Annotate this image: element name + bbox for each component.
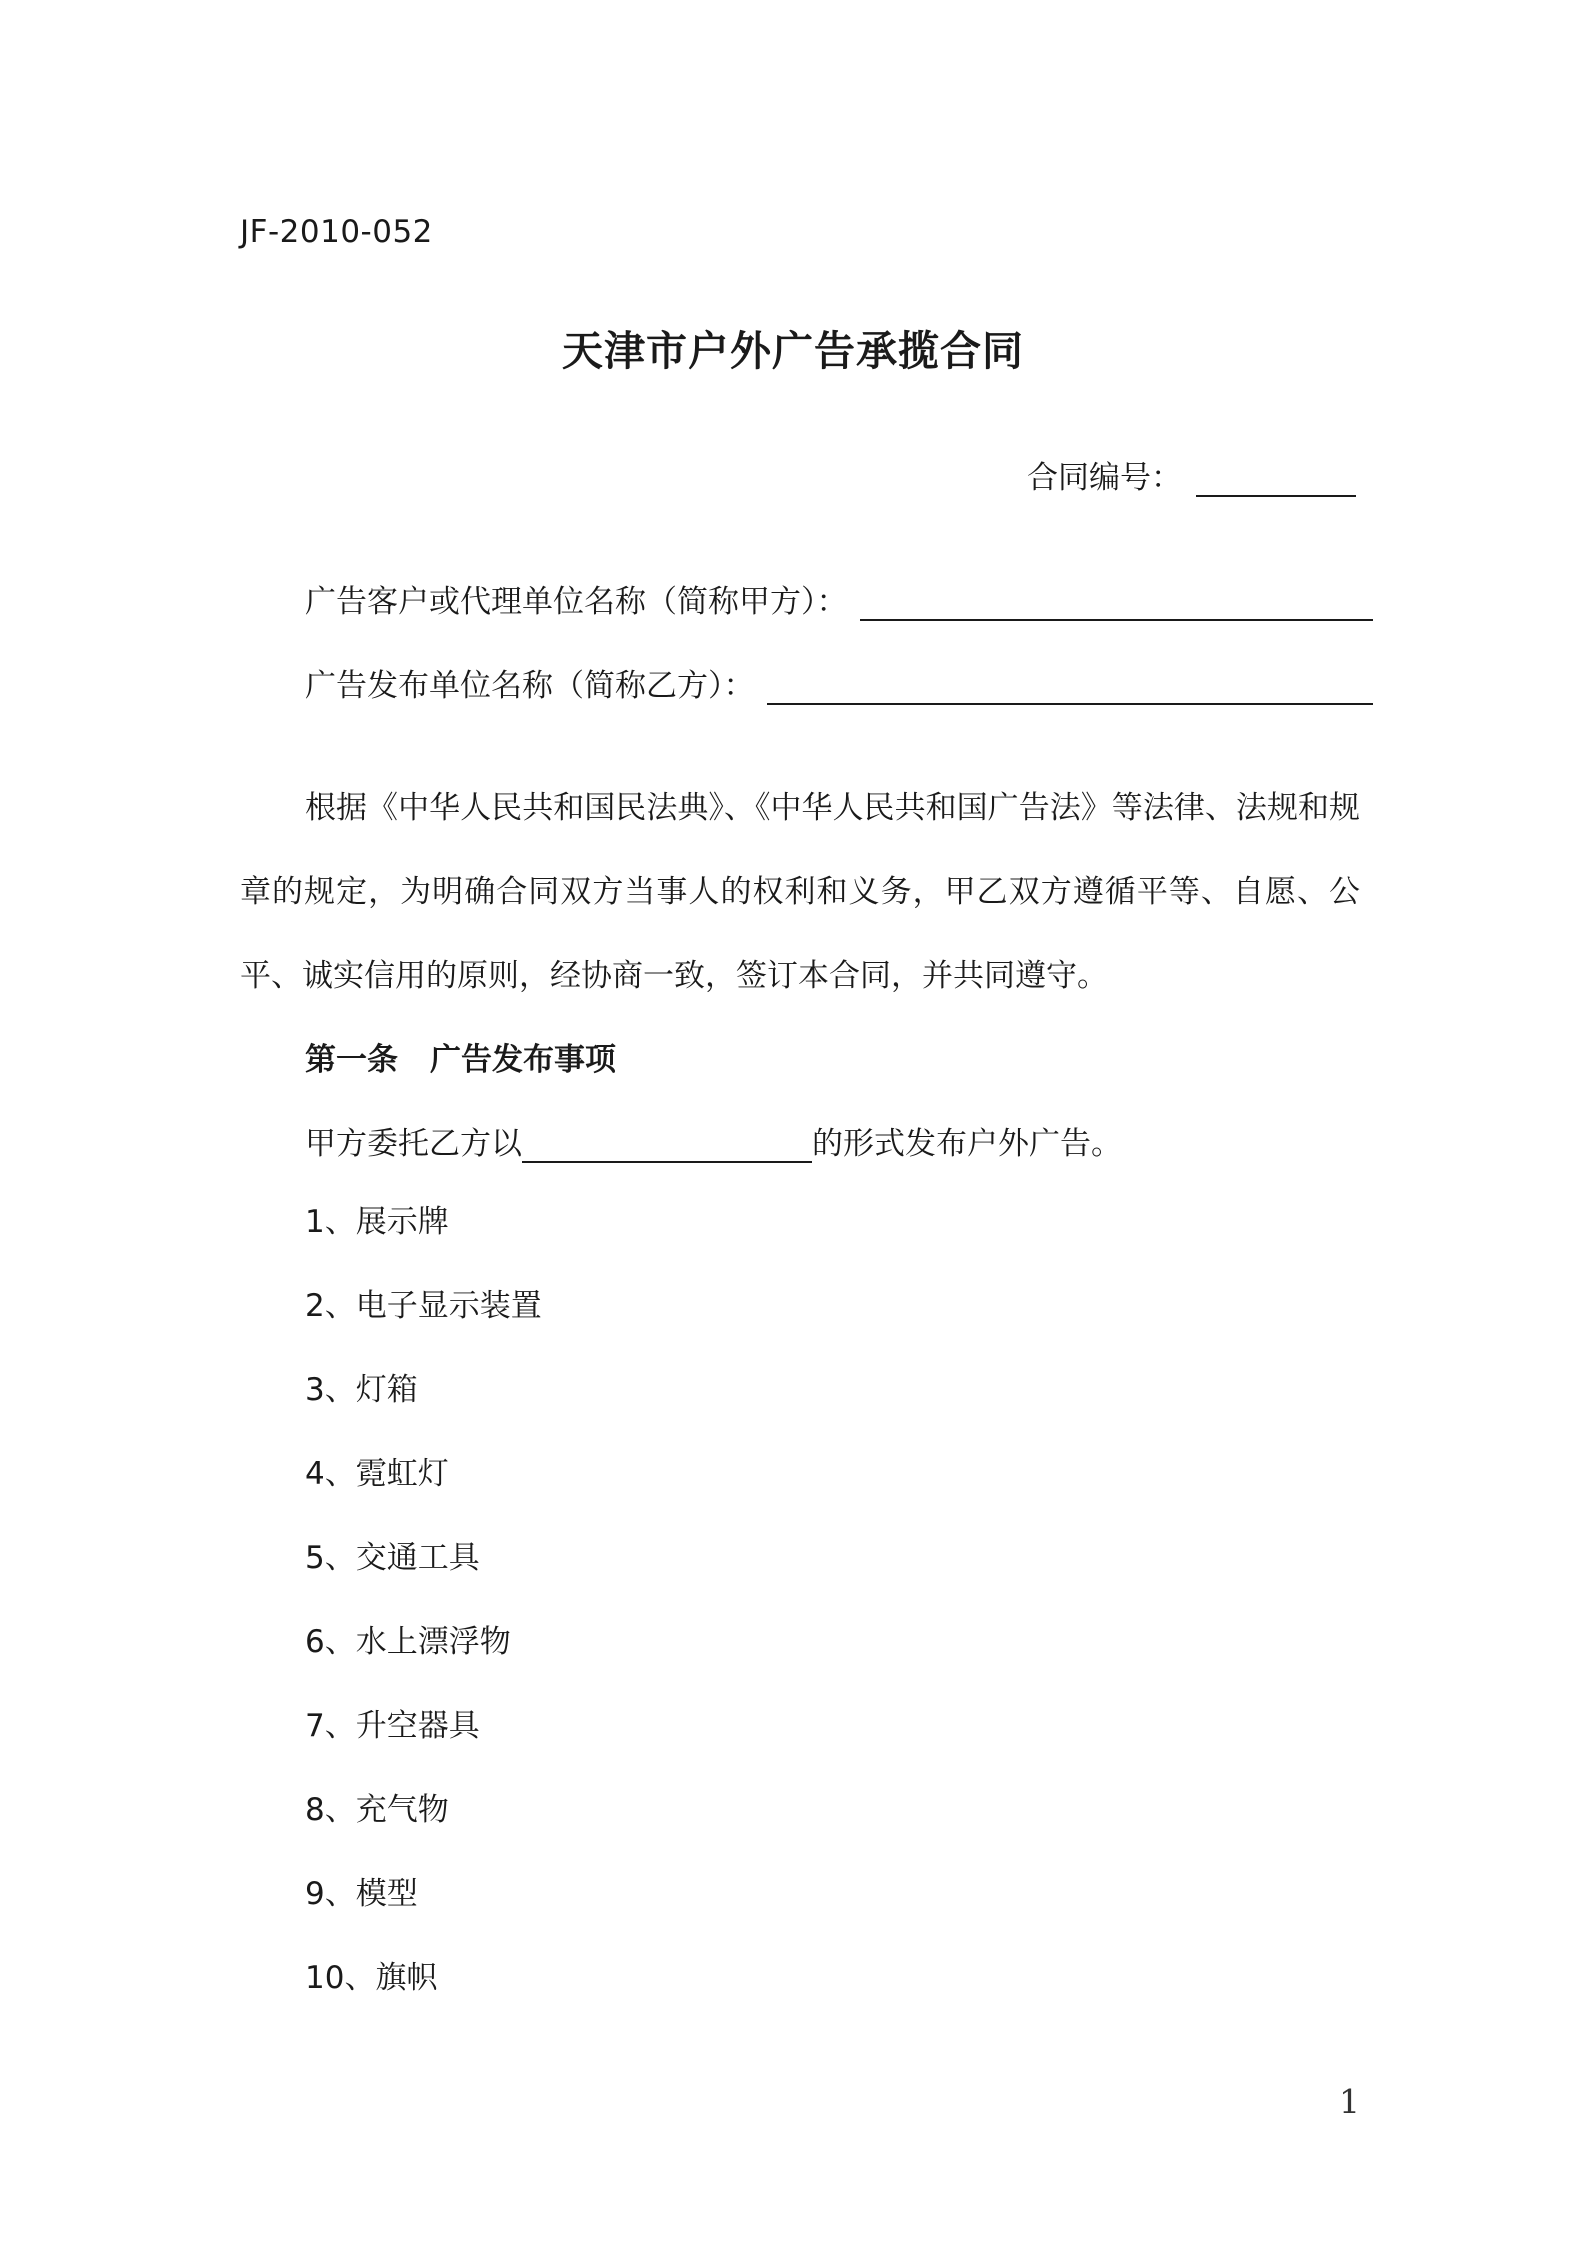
list-item: 7、升空器具: [305, 1708, 480, 1744]
party-b-blank: [767, 667, 1374, 705]
preamble-paragraph: 根据《中华人民共和国民法典》、《中华人民共和国广告法》等法律、法规和规章的规定，为明确合同双方当事人的权利和义务，甲乙双方遵循平等、自愿、公平、诚实信用的原则，经协商一致，签订本合同，并共同遵守。: [240, 790, 1360, 994]
entrust-sentence: [305, 1118, 1122, 1163]
entrust-form-blank: [522, 1125, 812, 1163]
contract-number-label: 合同编号：: [1027, 460, 1182, 496]
entrust-suffix: 的形式发布户外广告。: [812, 1126, 1122, 1162]
document-title: 天津市户外广告承揽合同: [562, 327, 1024, 375]
list-item: 9、模型: [305, 1876, 418, 1912]
contract-number-blank: [1196, 459, 1356, 497]
party-b-row: [305, 660, 1373, 705]
party-a-row: [305, 576, 1373, 621]
list-item: 10、旗帜: [305, 1960, 438, 1996]
party-b-label: 广告发布单位名称（简称乙方）：: [305, 668, 755, 704]
list-item: 1、展示牌: [305, 1204, 449, 1240]
document-code: JF-2010-052: [240, 214, 433, 250]
list-item: 8、充气物: [305, 1792, 449, 1828]
article-1-title: 广告发布事项: [430, 1042, 616, 1078]
list-item: 6、水上漂浮物: [305, 1624, 511, 1660]
list-item: 3、灯箱: [305, 1372, 418, 1408]
ad-form-list: [305, 1202, 542, 2042]
article-1-heading: [305, 1034, 616, 1079]
party-a-blank: [860, 583, 1374, 621]
contract-number-row: [1027, 452, 1356, 497]
list-item: 5、交通工具: [305, 1540, 480, 1576]
page-number: 1: [1339, 2082, 1360, 2121]
list-item: 4、霓虹灯: [305, 1456, 449, 1492]
party-a-label: 广告客户或代理单位名称（简称甲方）：: [305, 584, 848, 620]
list-item: 2、电子显示装置: [305, 1288, 542, 1324]
article-1-number: 第一条: [305, 1042, 398, 1078]
entrust-prefix: 甲方委托乙方以: [305, 1126, 522, 1162]
